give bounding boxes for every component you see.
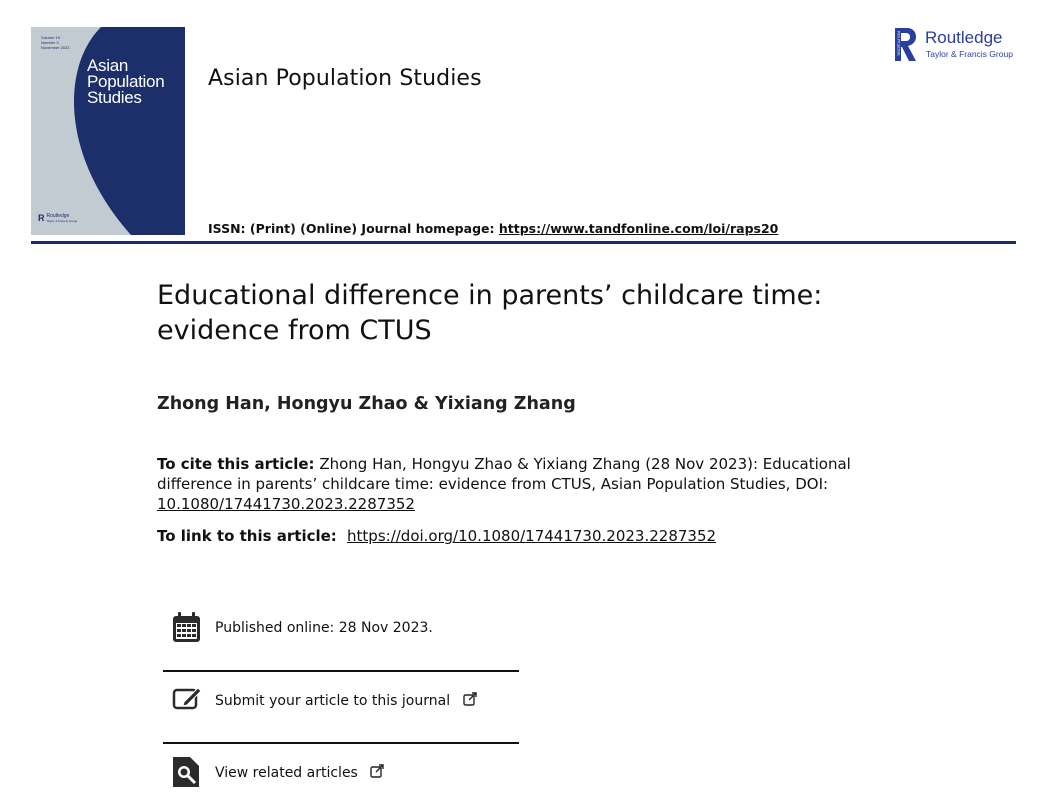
article-doi-link[interactable]: https://doi.org/10.1080/17441730.2023.2287352 xyxy=(347,527,717,545)
published-online-label: Published online: 28 Nov 2023. xyxy=(215,620,433,636)
citation xyxy=(157,454,857,514)
external-link-icon xyxy=(370,764,384,778)
routledge-subname: Taylor & Francis Group xyxy=(926,49,1013,59)
issn-label: ISSN: (Print) (Online) Journal homepage: xyxy=(208,221,499,236)
submit-article-row[interactable] xyxy=(172,684,451,716)
article-title: Educational difference in parents’ childcare time: evidence from CTUS xyxy=(157,280,823,346)
edit-icon xyxy=(172,684,202,716)
info-divider-1 xyxy=(163,670,519,672)
article-authors: Zhong Han, Hongyu Zhao & Yixiang Zhang xyxy=(157,394,576,414)
search-document-icon xyxy=(172,756,202,788)
journal-name: Asian Population Studies xyxy=(208,66,482,91)
cite-doi-link[interactable]: 10.1080/17441730.2023.2287352 xyxy=(157,495,415,513)
submit-article-link[interactable]: Submit your article to this journal xyxy=(215,692,477,709)
cover-r-logo-icon: R xyxy=(38,213,45,223)
cover-publisher-logo: R Routledge Taylor & Francis Group xyxy=(38,213,78,223)
journal-homepage-link[interactable]: https://www.tandfonline.com/loi/raps20 xyxy=(498,221,779,236)
link-label: To link to this article: xyxy=(157,527,343,545)
cover-volume: Volume 19 Number 3 November 2023 xyxy=(41,35,70,50)
published-online-row xyxy=(172,612,433,644)
article-link-line xyxy=(157,527,716,545)
cover-title: Asian Population Studies xyxy=(87,56,165,107)
info-divider-2 xyxy=(163,742,519,744)
routledge-logo xyxy=(893,27,1023,67)
cite-text: Zhong Han, Hongyu Zhao & Yixiang Zhang (28 Nov 2023): Educational difference in parents’ childcare time: evidence from CTUS, Asian Population Studies, DOI: xyxy=(157,455,851,493)
svg-text:ROUTLEDGE: ROUTLEDGE xyxy=(896,31,902,56)
external-link-icon xyxy=(463,692,477,706)
issn-line xyxy=(208,221,778,236)
routledge-r-icon xyxy=(893,27,917,62)
routledge-name: Routledge xyxy=(925,28,1003,47)
related-articles-link[interactable]: View related articles xyxy=(215,764,384,781)
cite-label: To cite this article: xyxy=(157,455,315,473)
calendar-icon xyxy=(172,612,202,644)
header-divider xyxy=(31,241,1016,244)
related-articles-row[interactable] xyxy=(172,756,358,788)
journal-cover xyxy=(31,27,185,235)
